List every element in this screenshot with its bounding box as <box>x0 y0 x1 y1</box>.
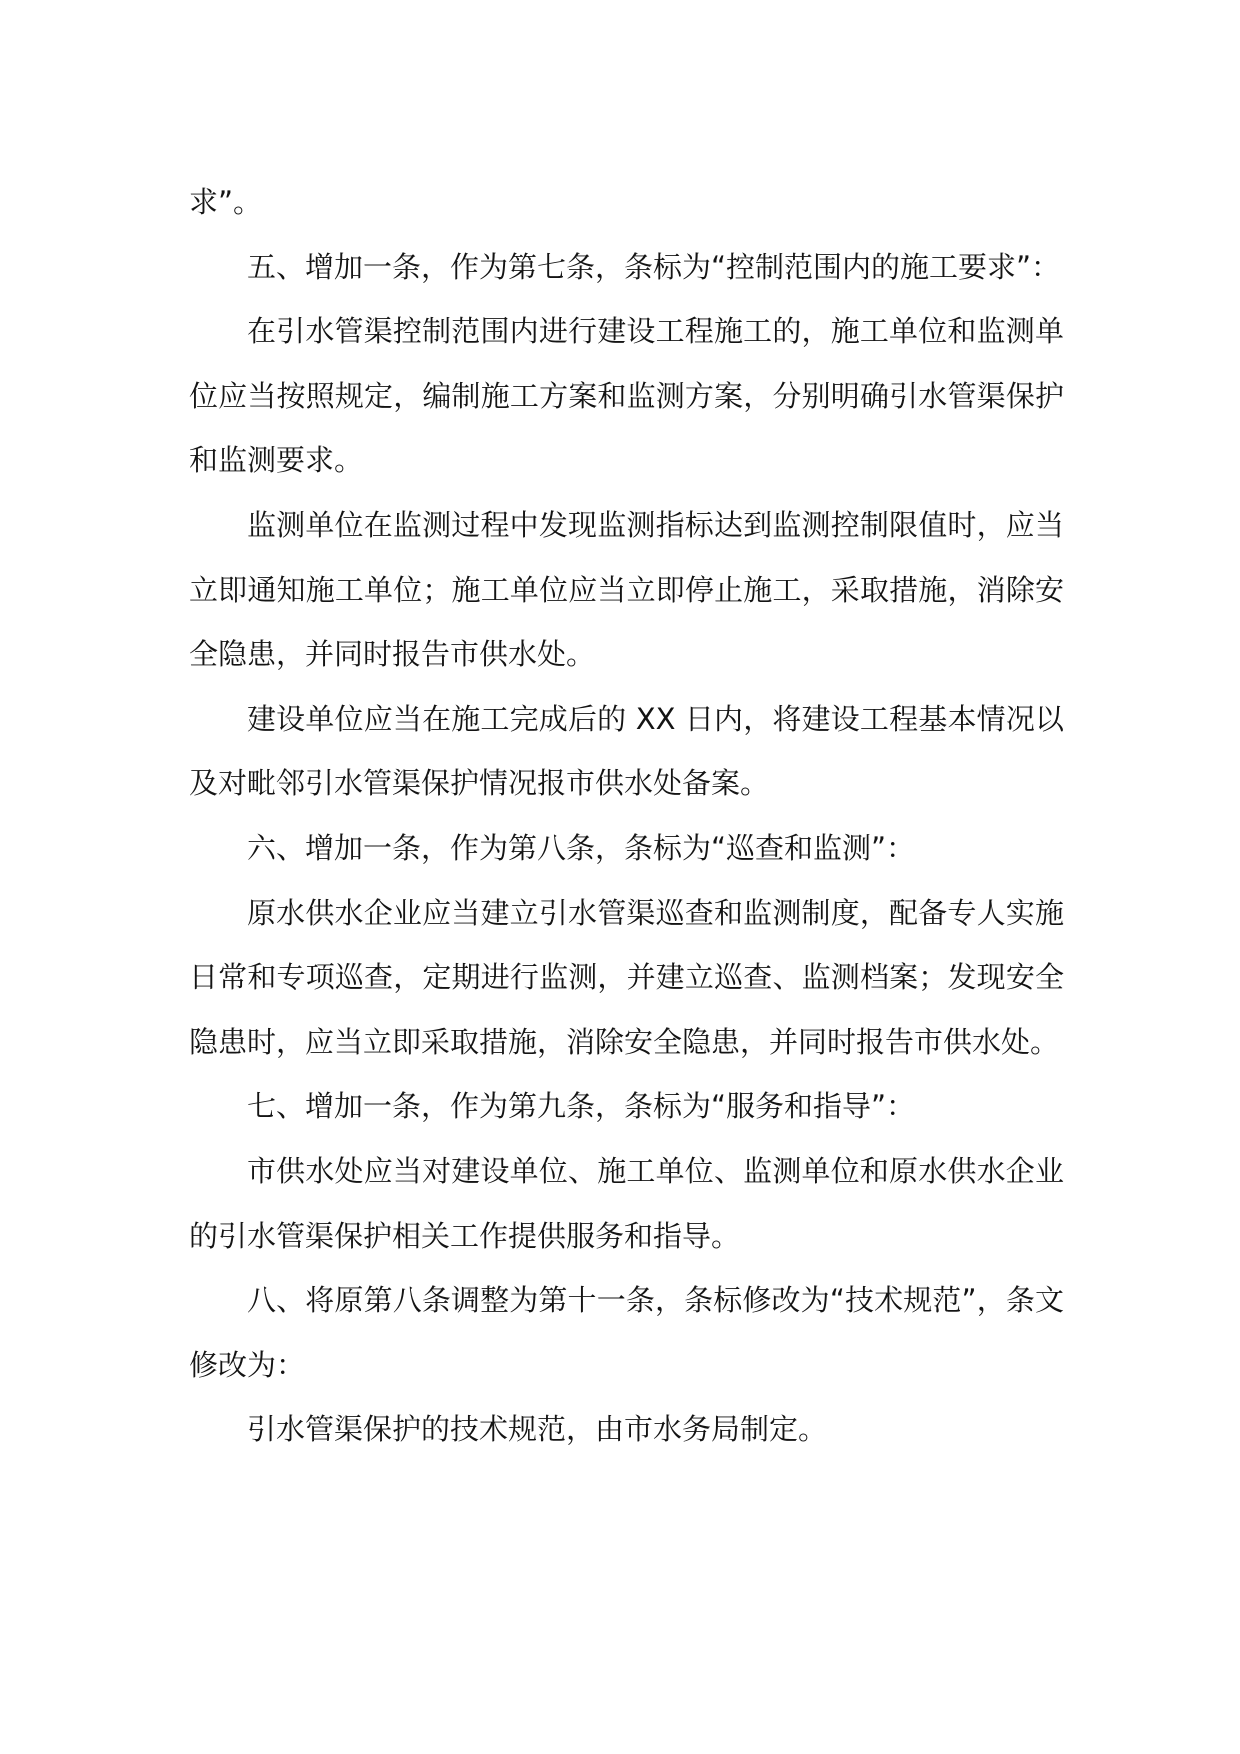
paragraph-service-guidance: 市供水处应当对建设单位、施工单位、监测单位和原水供水企业的引水管渠保护相关工作提供服务和指导。 <box>189 1153 1064 1253</box>
paragraph-item-8: 八、将原第八条调整为第十一条，条标修改为“技术规范”，条文修改为： <box>189 1283 1064 1382</box>
paragraph-filing: 建设单位应当在施工完成后的 XX 日内，将建设工程基本情况以及对毗邻引水管渠保护情况报市供水处备案。 <box>189 701 1064 801</box>
paragraph-inspection-system: 原水供水企业应当建立引水管渠巡查和监测制度，配备专人实施日常和专项巡查，定期进行监测，并建立巡查、监测档案；发现安全隐患时，应当立即采取措施，消除安全隐患，并同时报告市供水处。 <box>189 895 1064 1059</box>
paragraph-item-7: 七、增加一条，作为第九条，条标为“服务和指导”： <box>247 1089 916 1124</box>
paragraph-continuation: 求”。 <box>189 185 263 219</box>
paragraph-monitoring-limit: 监测单位在监测过程中发现监测指标达到监测控制限值时，应当立即通知施工单位；施工单位应当立即停止施工，采取措施，消除安全隐患，并同时报告市供水处。 <box>189 507 1064 672</box>
paragraph-item-6: 六、增加一条，作为第八条，条标为“巡查和监测”： <box>247 830 916 865</box>
document-body <box>189 170 1064 1462</box>
paragraph-construction-requirements: 在引水管渠控制范围内进行建设工程施工的，施工单位和监测单位应当按照规定，编制施工方案和监测方案，分别明确引水管渠保护和监测要求。 <box>189 314 1064 478</box>
paragraph-item-5: 五、增加一条，作为第七条，条标为“控制范围内的施工要求”： <box>247 249 1061 284</box>
paragraph-technical-standard: 引水管渠保护的技术规范，由市水务局制定。 <box>247 1412 828 1447</box>
